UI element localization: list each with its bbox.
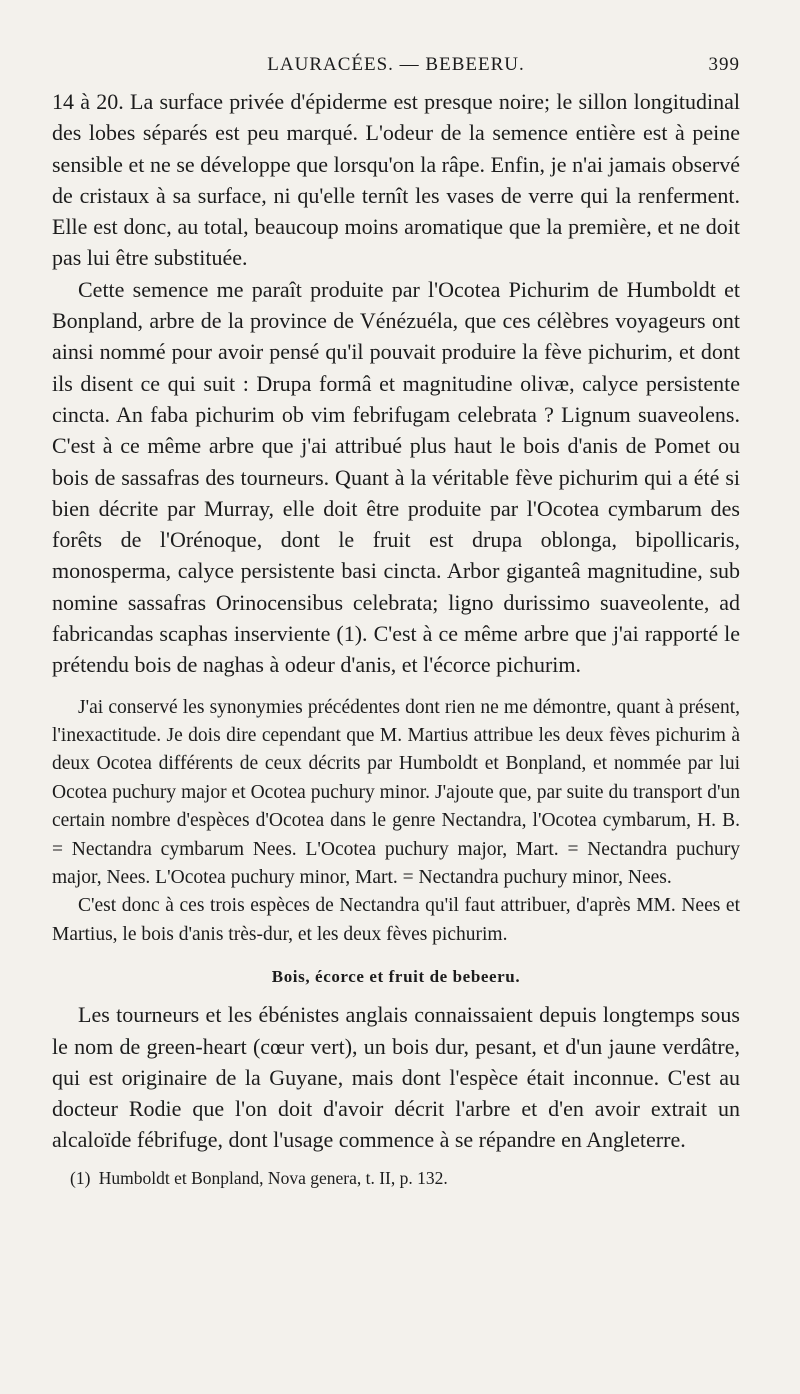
footnote-marker: (1) <box>70 1167 91 1188</box>
footnote <box>52 1168 740 1189</box>
paragraph-seed-description: 14 à 20. La surface privée d'épiderme est presque noire; le sillon longitudinal des lobes séparés est peu marqué. L'odeur de la semence entière est à peine sensible et ne se développe que lorsqu'on la râpe. Enfin, je n'ai jamais observé de cristaux à sa surface, ni qu'elle ternît les vases de verre qui la renferment. Elle est donc, au total, beaucoup moins aromatique que la première, et ne doit pas lui être substituée. <box>52 89 740 271</box>
running-title: LAURACÉES. — BEBEERU. <box>267 54 525 75</box>
paragraph-synonymies: J'ai conservé les synonymies précédentes dont rien ne me démontre, quant à présent, l'inexactitude. Je dois dire cependant que M. Martius attribue les deux fèves pichurim à deux Ocotea différents de ceux décrits par Humboldt et Bonpland, et nommée par lui Ocotea puchury major et Ocotea puchury minor. J'ajoute que, par suite du transport d'un certain nombre d'espèces d'Ocotea dans le genre Nectandra, l'Ocotea cymbarum, H. B. = Nectandra cymbarum Nees. L'Ocotea puchury major, Mart. = Nectandra puchury major, Nees. L'Ocotea puchury minor, Mart. = Nectandra puchury minor, Nees. <box>52 696 740 889</box>
running-header <box>52 52 740 78</box>
paragraph-green-heart: Les tourneurs et les ébénistes anglais connaissaient depuis longtemps sous le nom de green-heart (cœur vert), un bois dur, pesant, et d'un jaune verdâtre, qui est originaire de la Guyane, mais dont l'espèce était inconnue. C'est au docteur Rodie que l'on doit d'avoir décrit l'arbre et d'en avoir extrait un alcaloïde fébrifuge, dont l'usage commence à se répandre en Angleterre. <box>52 1002 740 1153</box>
paragraph-nectandra: C'est donc à ces trois espèces de Nectandra qu'il faut attribuer, d'après MM. Nees et Martius, le bois d'anis très-dur, et les deux fèves pichurim. <box>52 895 740 945</box>
page-number: 399 <box>708 54 740 75</box>
book-page <box>52 52 740 1189</box>
footnote-text: Humboldt et Bonpland, Nova genera, t. II, p. 132. <box>98 1167 448 1188</box>
section-heading: Bois, écorce et fruit de bebeeru. <box>271 967 521 987</box>
paragraph-ocotea-pichurim: Cette semence me paraît produite par l'Ocotea Pichurim de Humboldt et Bonpland, arbre de la province de Vénézuéla, que ces célèbres voyageurs ont ainsi nommé pour avoir pensé qu'il pouvait produire la fève pichurim, et dont ils disent ce qui suit : Drupa formâ et magnitudine olivæ, calyce persistente cincta. An faba pichurim ob vim febrifugam celebrata ? Lignum suaveolens. C'est à ce même arbre que j'ai attribué plus haut le bois d'anis de Pomet ou bois de sassafras des tourneurs. Quant à la véritable fève pichurim qui a été si bien décrite par Murray, elle doit être produite par l'Ocotea cymbarum des forêts de l'Orénoque, dont le fruit est drupa oblonga, bipollicaris, monosperma, calyce persistente basi cincta. Arbor giganteâ magnitudine, sub nomine sassafras Orinocensibus celebrata; ligno durissimo suaveolente, ad fabricandas scaphas inserviente (1). C'est à ce même arbre que j'ai rapporté le prétendu bois de naghas à odeur d'anis, et l'écorce pichurim. <box>52 276 740 678</box>
